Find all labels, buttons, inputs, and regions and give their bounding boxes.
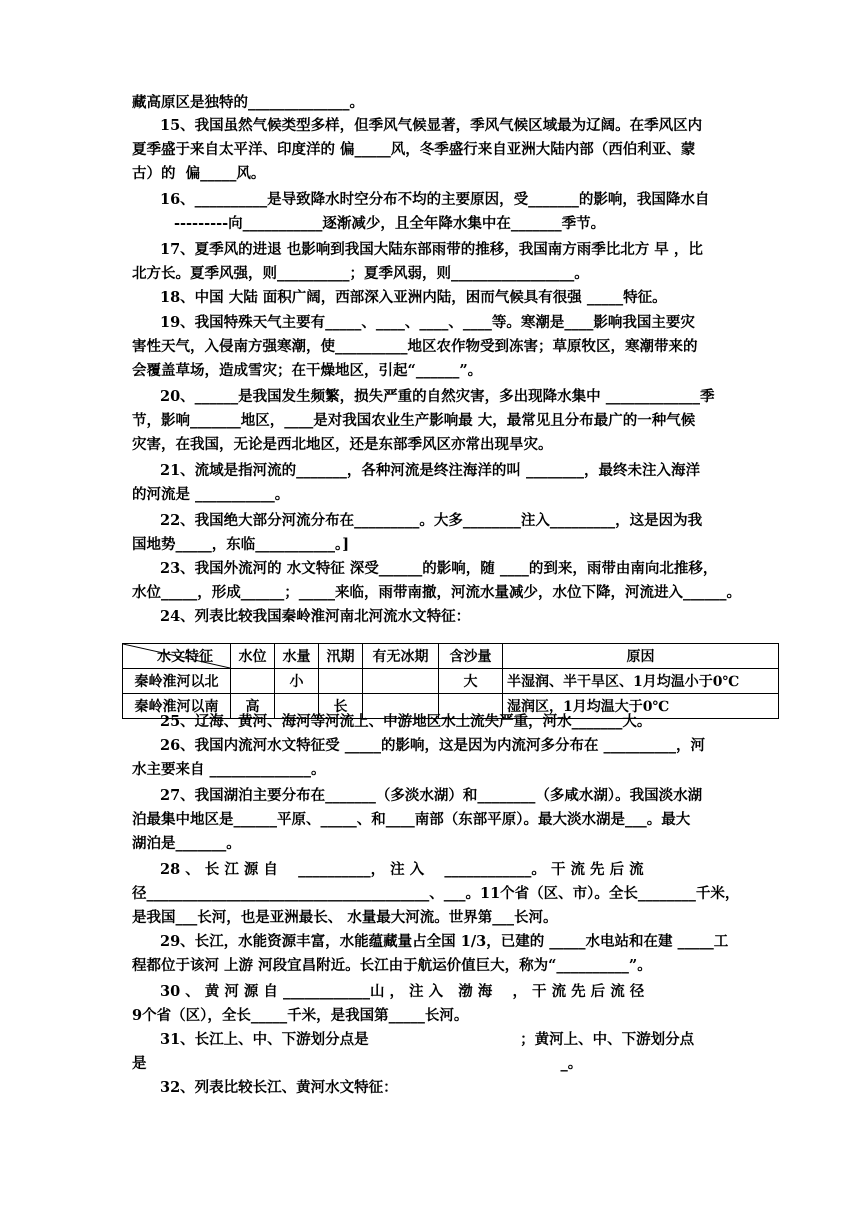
- text-line: [132, 263, 860, 285]
- line-text: 31、长江上、中、下游划分点是 ；黄河上、中、下游划分点: [160, 1031, 695, 1048]
- table-cell: [363, 669, 439, 694]
- line-text: 湖泊是_______。: [132, 835, 241, 852]
- text-line: [132, 410, 860, 432]
- text-line: [160, 287, 860, 309]
- line-text: 22、我国绝大部分河流分布在_________。大多________注入_________，这是因为我: [160, 512, 703, 529]
- line-text: 程都位于该河 上游 河段宜昌附近。长江由于航运价值巨大，称为“__________”。: [132, 957, 652, 974]
- line-text: 害性天气，入侵南方强寒潮，使__________地区农作物受到冻害；草原牧区，寒潮带来的: [132, 338, 698, 355]
- table-cell: [319, 669, 363, 694]
- text-line: [160, 386, 860, 408]
- line-text: 北方长。夏季风强，则__________；夏季风弱，则_________________。: [132, 265, 589, 282]
- table-header: 水量: [275, 644, 319, 669]
- text-line: [132, 1053, 860, 1075]
- line-text: 18、中国 大陆 面积广阔，西部深入亚洲内陆，困而气候具有很强 _____特征。: [160, 289, 667, 306]
- table-header: 水位: [231, 644, 275, 669]
- hydrology-table: [122, 643, 779, 719]
- text-line: [132, 163, 860, 185]
- table-cell: 湿润区，1月均温大于0℃: [503, 694, 779, 719]
- text-line: [160, 189, 860, 211]
- table-row: [123, 694, 779, 719]
- line-text: 16、__________是导致降水时空分布不均的主要原因，受_______的影响，我国降水自: [160, 191, 710, 208]
- text-line: [160, 558, 860, 580]
- line-text: 17、夏季风的进退 也影响到我国大陆东部雨带的推移，我国南方雨季比北方 早 ，比: [160, 241, 703, 258]
- text-line: [160, 239, 860, 261]
- line-text: 21、流域是指河流的_______，各种河流是终注海洋的叫 ________，最终未注入海洋: [160, 462, 700, 479]
- line-text: 23、我国外流河的 水文特征 深受______的影响，随 ____的到来，雨带由南向北推移，: [160, 560, 718, 577]
- text-line: [160, 606, 860, 628]
- text-line: [132, 336, 860, 358]
- line-text: 32、列表比较长江、黄河水文特征：: [160, 1079, 398, 1096]
- line-text: 28 、 长 江 源 自 __________， 注 入 ____________。 干 流 先 后 流: [160, 861, 644, 878]
- table-cell: 半湿润、半干旱区、1月均温小于0℃: [503, 669, 779, 694]
- table-row: [123, 669, 779, 694]
- text-line: [132, 92, 860, 114]
- line-text: 灾害，在我国，无论是西北地区，还是东部季风区亦常出现旱灾。: [132, 436, 553, 453]
- line-text: 的河流是 ___________。: [132, 486, 290, 503]
- text-line: [174, 213, 860, 235]
- table-cell: [275, 694, 319, 719]
- text-line: [132, 139, 860, 161]
- table-cell: [363, 694, 439, 719]
- text-line: [160, 785, 860, 807]
- table-cell: 秦岭淮河以北: [123, 669, 231, 694]
- line-text: 25、辽海、黄河、海河等河流上、中游地区水土流失严重，河水_______大。: [160, 713, 652, 730]
- table-cell: 秦岭淮河以南: [123, 694, 231, 719]
- table-header: 有无冰期: [363, 644, 439, 669]
- line-text: 9个省（区），全长_____千米，是我国第_____长河。: [132, 1007, 469, 1024]
- text-line: [132, 833, 860, 855]
- table-corner-header: [123, 644, 231, 669]
- corner-label: 水文特征: [157, 649, 213, 665]
- line-text: 27、我国湖泊主要分布在_______（多淡水湖）和________（多咸水湖）。我国淡水湖: [160, 787, 703, 804]
- text-line: [132, 955, 860, 977]
- text-line: [132, 1005, 860, 1027]
- table-cell: 大: [439, 669, 503, 694]
- line-text: ---------向___________逐渐减少，且全年降水集中在_______季节。: [174, 215, 606, 232]
- text-line: [160, 735, 860, 757]
- line-text: 古）的 偏_____风。: [132, 165, 266, 182]
- text-line: [132, 809, 860, 831]
- table-header-row: [123, 644, 779, 669]
- text-line: [160, 312, 860, 334]
- text-line: [132, 534, 860, 556]
- line-text: 会覆盖草场，造成雪灾；在干燥地区，引起“______”。: [132, 362, 483, 379]
- text-line: [160, 1077, 860, 1099]
- text-line: [132, 883, 860, 905]
- line-text: 是 _。: [132, 1055, 583, 1072]
- text-line: [160, 115, 860, 137]
- text-line: [132, 759, 860, 781]
- line-text: 节，影响_______地区，____是对我国农业生产影响最 大，最常见且分布最广的一种气候: [132, 412, 696, 429]
- text-line: [132, 360, 860, 382]
- text-line: [132, 582, 860, 604]
- text-line: [160, 510, 860, 532]
- table-cell: [439, 694, 503, 719]
- table-header: 含沙量: [439, 644, 503, 669]
- line-text: 20、______是我国发生频繁，损失严重的自然灾害，多出现降水集中 _____________季: [160, 388, 715, 405]
- line-text: 泊最集中地区是______平原、_____、和____南部（东部平原）。最大淡水湖是___。最大: [132, 811, 691, 828]
- line-text: 26、我国内流河水文特征受 _____的影响，这是因为内流河多分布在 __________，河: [160, 737, 706, 754]
- line-text: 水位_____，形成______；_____来临，雨带南撤，河流水量减少，水位下降，河流进入______。: [132, 584, 741, 601]
- table-cell: 长: [319, 694, 363, 719]
- line-text: 是我国___长河，也是亚洲最长、 水量最大河流。世界第___长河。: [132, 909, 558, 926]
- line-text: 29、长江，水能资源丰富，水能蕴藏量占全国 1/3，已建的 _____水电站和在建 _____工: [160, 933, 729, 950]
- table-header: 原因: [503, 644, 779, 669]
- text-line: [160, 460, 860, 482]
- text-line: [132, 484, 860, 506]
- text-line: [160, 981, 860, 1003]
- table-header: 汛期: [319, 644, 363, 669]
- line-text: 国地势_____，东临___________。]: [132, 536, 350, 553]
- line-text: 夏季盛于来自太平洋、印度洋的 偏_____风，冬季盛行来自亚洲大陆内部（西伯利亚、蒙: [132, 141, 696, 158]
- text-line: [132, 907, 860, 929]
- line-text: 藏高原区是独特的______________。: [132, 94, 364, 111]
- line-text: 径_______________________________________、___。11个省（区、市）。全长________千米，: [132, 885, 740, 902]
- text-line: [160, 859, 860, 881]
- table-cell: 高: [231, 694, 275, 719]
- text-line: [160, 1029, 860, 1051]
- table-cell: [231, 669, 275, 694]
- text-line: [160, 931, 860, 953]
- text-line: [132, 434, 860, 456]
- line-text: 30 、 黄 河 源 自 ____________山 ， 注 入 渤 海 ， 干 流 先 后 流 径: [160, 983, 645, 1000]
- table-cell: 小: [275, 669, 319, 694]
- line-text: 19、我国特殊天气主要有_____、____、____、____等。寒潮是____影响我国主要灾: [160, 314, 695, 331]
- line-text: 15、我国虽然气候类型多样，但季风气候显著，季风气候区域最为辽阔。在季风区内: [160, 117, 703, 134]
- line-text: 24、列表比较我国秦岭淮河南北河流水文特征：: [160, 608, 471, 625]
- line-text: 水主要来自 ______________。: [132, 761, 326, 778]
